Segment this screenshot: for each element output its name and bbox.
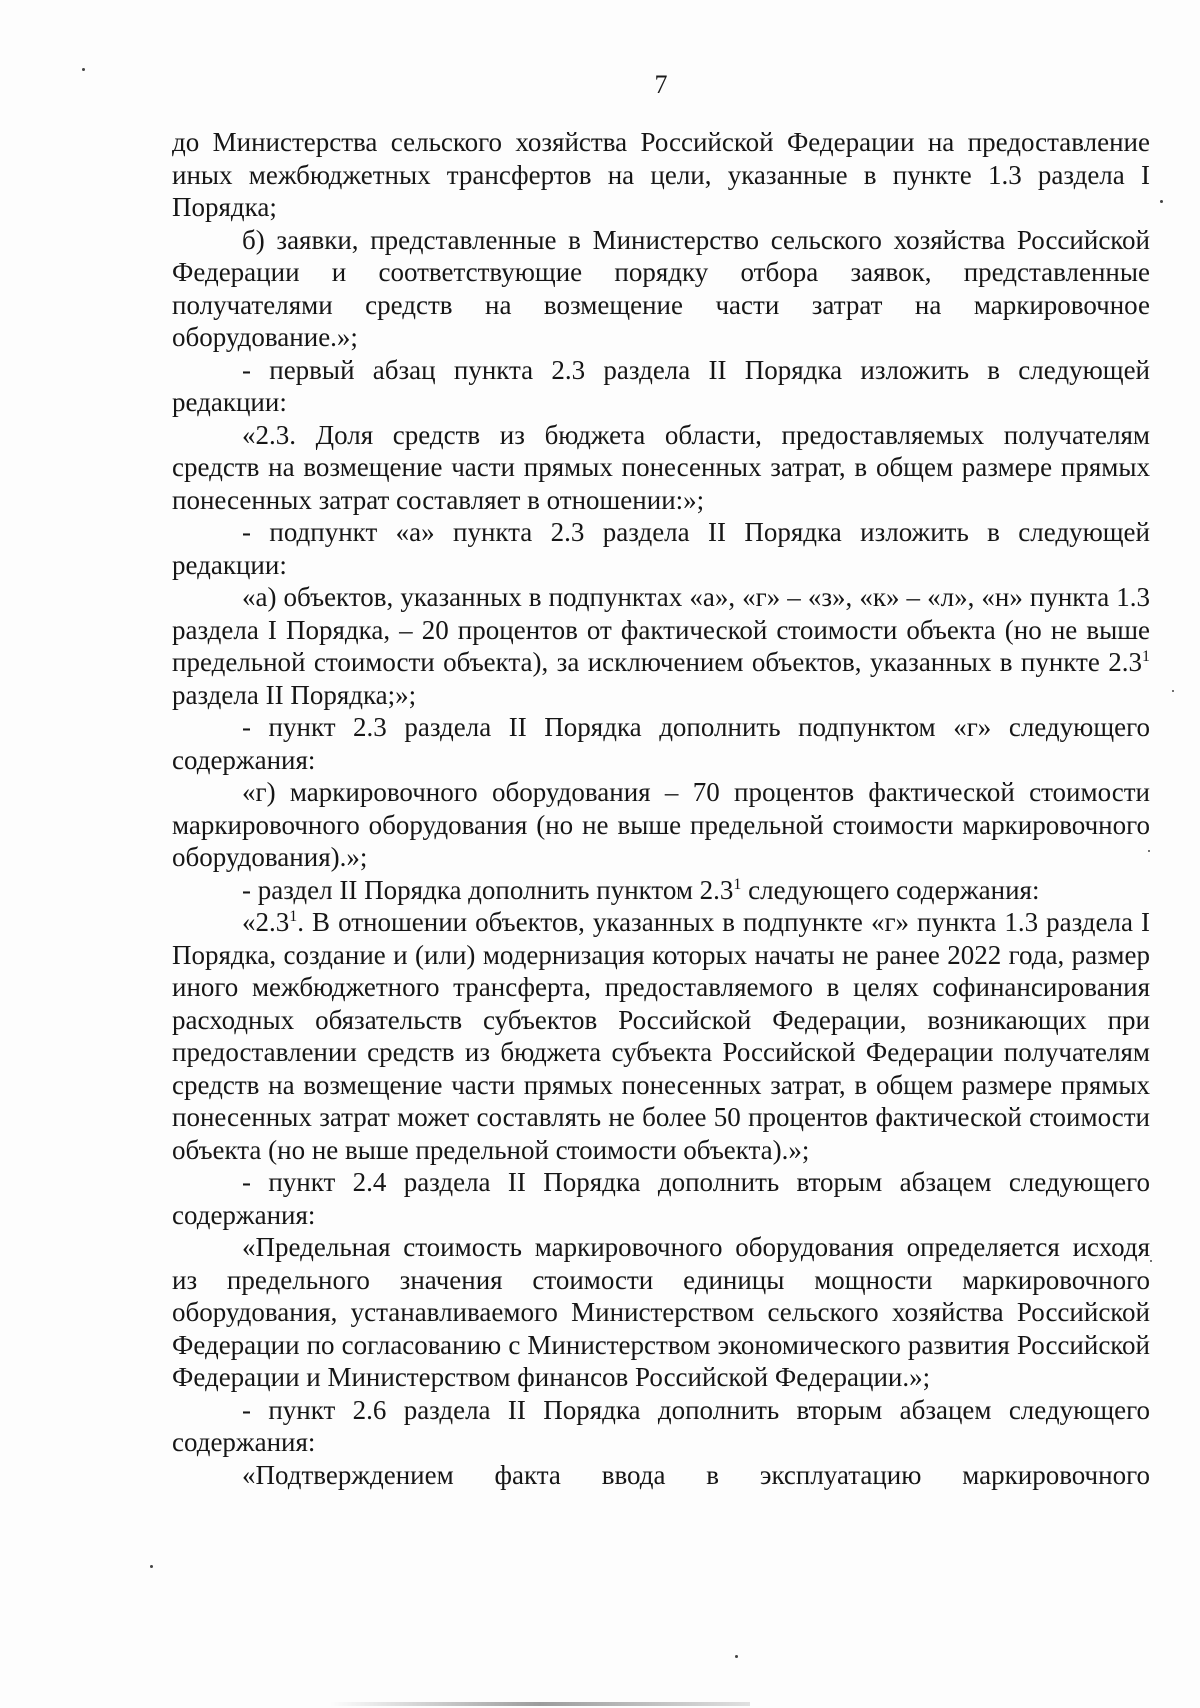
paragraph-9 <box>172 874 1150 907</box>
paragraph-text: - пункт 2.3 раздела II Порядка дополнить подпунктом «г» следующего содержания: <box>172 712 1150 775</box>
scan-speck <box>150 1565 153 1568</box>
paragraph-text: «г) маркировочного оборудования – 70 процентов фактической стоимости маркировочного оборудования (но не выше предельной стоимости маркировочного оборудования).»; <box>172 777 1150 872</box>
paragraph-14 <box>172 1459 1150 1492</box>
paragraph-4 <box>172 419 1150 517</box>
paragraph-text: «2.3. Доля средств из бюджета области, предоставляемых получателям средств на возмещение части прямых понесенных затрат, в общем размере прямых понесенных затрат составляет в отношении:»; <box>172 419 1150 515</box>
paragraph-text: б) заявки, представленные в Министерство сельского хозяйства Российской Федерации и соответствующие порядку отбора заявок, представленные получателями средств на возмещение части затрат на маркировочное оборудование.»; <box>172 224 1150 352</box>
paragraph-text: «2.3 <box>242 907 290 937</box>
paragraph-text: - пункт 2.6 раздела II Порядка дополнить вторым абзацем следующего содержания: <box>172 1394 1150 1457</box>
paragraph-text: «Предельная стоимость маркировочного оборудования определяется исходя из предельного значения стоимости единицы мощности маркировочного оборудования, устанавливаемого Министерством сельского хозяйства Российской Федерации по согласованию с Министерством экономического развития Российской Федерации и Министерством финансов Российской Федерации.»; <box>172 1232 1150 1392</box>
superscript: 1 <box>289 908 298 925</box>
paragraph-text: - подпункт «а» пункта 2.3 раздела II Порядка изложить в следующей редакции: <box>172 517 1150 580</box>
paragraph-5 <box>172 516 1150 581</box>
superscript: 1 <box>733 875 742 893</box>
paragraph-text: «Подтверждением факта ввода в эксплуатацию маркировочного <box>242 1459 1150 1490</box>
paragraph-text: . В отношении объектов, указанных в подпункте «г» пункта 1.3 раздела I Порядка, создание и (или) модернизация которых начаты не ранее 2022 года, размер иного межбюджетного трансферта, предоставляемого в целях софинансирования расходных обязательств субъектов Российской Федерации, возникающих при предоставлении средств из бюджета субъекта Российской Федерации получателям средств на возмещение части прямых понесенных затрат, в общем размере прямых понесенных затрат может составлять не более 50 процентов фактической стоимости объекта (но не выше предельной стоимости объекта).»; <box>172 907 1150 1165</box>
scan-edge-artifact <box>330 1702 750 1706</box>
paragraph-text: до Министерства сельского хозяйства Российской Федерации на предоставление иных межбюджетных трансфертов на цели, указанные в пункте 1.3 раздела I Порядка; <box>172 127 1150 222</box>
scan-speck <box>1160 200 1163 203</box>
paragraph-2 <box>172 224 1150 354</box>
paragraph-12 <box>172 1231 1150 1394</box>
scan-speck <box>82 68 85 71</box>
document-body <box>172 126 1150 1491</box>
paragraph-10 <box>172 906 1150 1166</box>
paragraph-13 <box>172 1394 1150 1459</box>
paragraph-3 <box>172 354 1150 419</box>
paragraph-text: - раздел II Порядка дополнить пунктом 2.3 <box>242 874 734 905</box>
scan-speck <box>1150 1260 1152 1262</box>
paragraph-text: «а) объектов, указанных в подпунктах «а», «г» – «з», «к» – «л», «н» пункта 1.3 раздела I Порядка, – 20 процентов от фактической стоимости объекта (но не выше предельной стоимости объекта), за исключением объектов, указанных в пункте 2.3 <box>172 582 1150 677</box>
paragraph-1 <box>172 126 1150 224</box>
paragraph-8 <box>172 776 1150 874</box>
paragraph-text: раздела II Порядка;»; <box>172 679 417 710</box>
paragraph-text: следующего содержания: <box>748 874 1040 905</box>
paragraph-11 <box>172 1166 1150 1231</box>
page-number: 7 <box>654 70 668 99</box>
scan-speck <box>1172 690 1174 692</box>
paragraph-text: - первый абзац пункта 2.3 раздела II Порядка изложить в следующей редакции: <box>172 354 1150 417</box>
scan-speck <box>735 1655 738 1658</box>
scan-speck <box>1148 850 1150 852</box>
paragraph-text: - пункт 2.4 раздела II Порядка дополнить вторым абзацем следующего содержания: <box>172 1167 1150 1230</box>
paragraph-6 <box>172 581 1150 711</box>
superscript: 1 <box>1142 648 1150 665</box>
paragraph-7 <box>172 711 1150 776</box>
